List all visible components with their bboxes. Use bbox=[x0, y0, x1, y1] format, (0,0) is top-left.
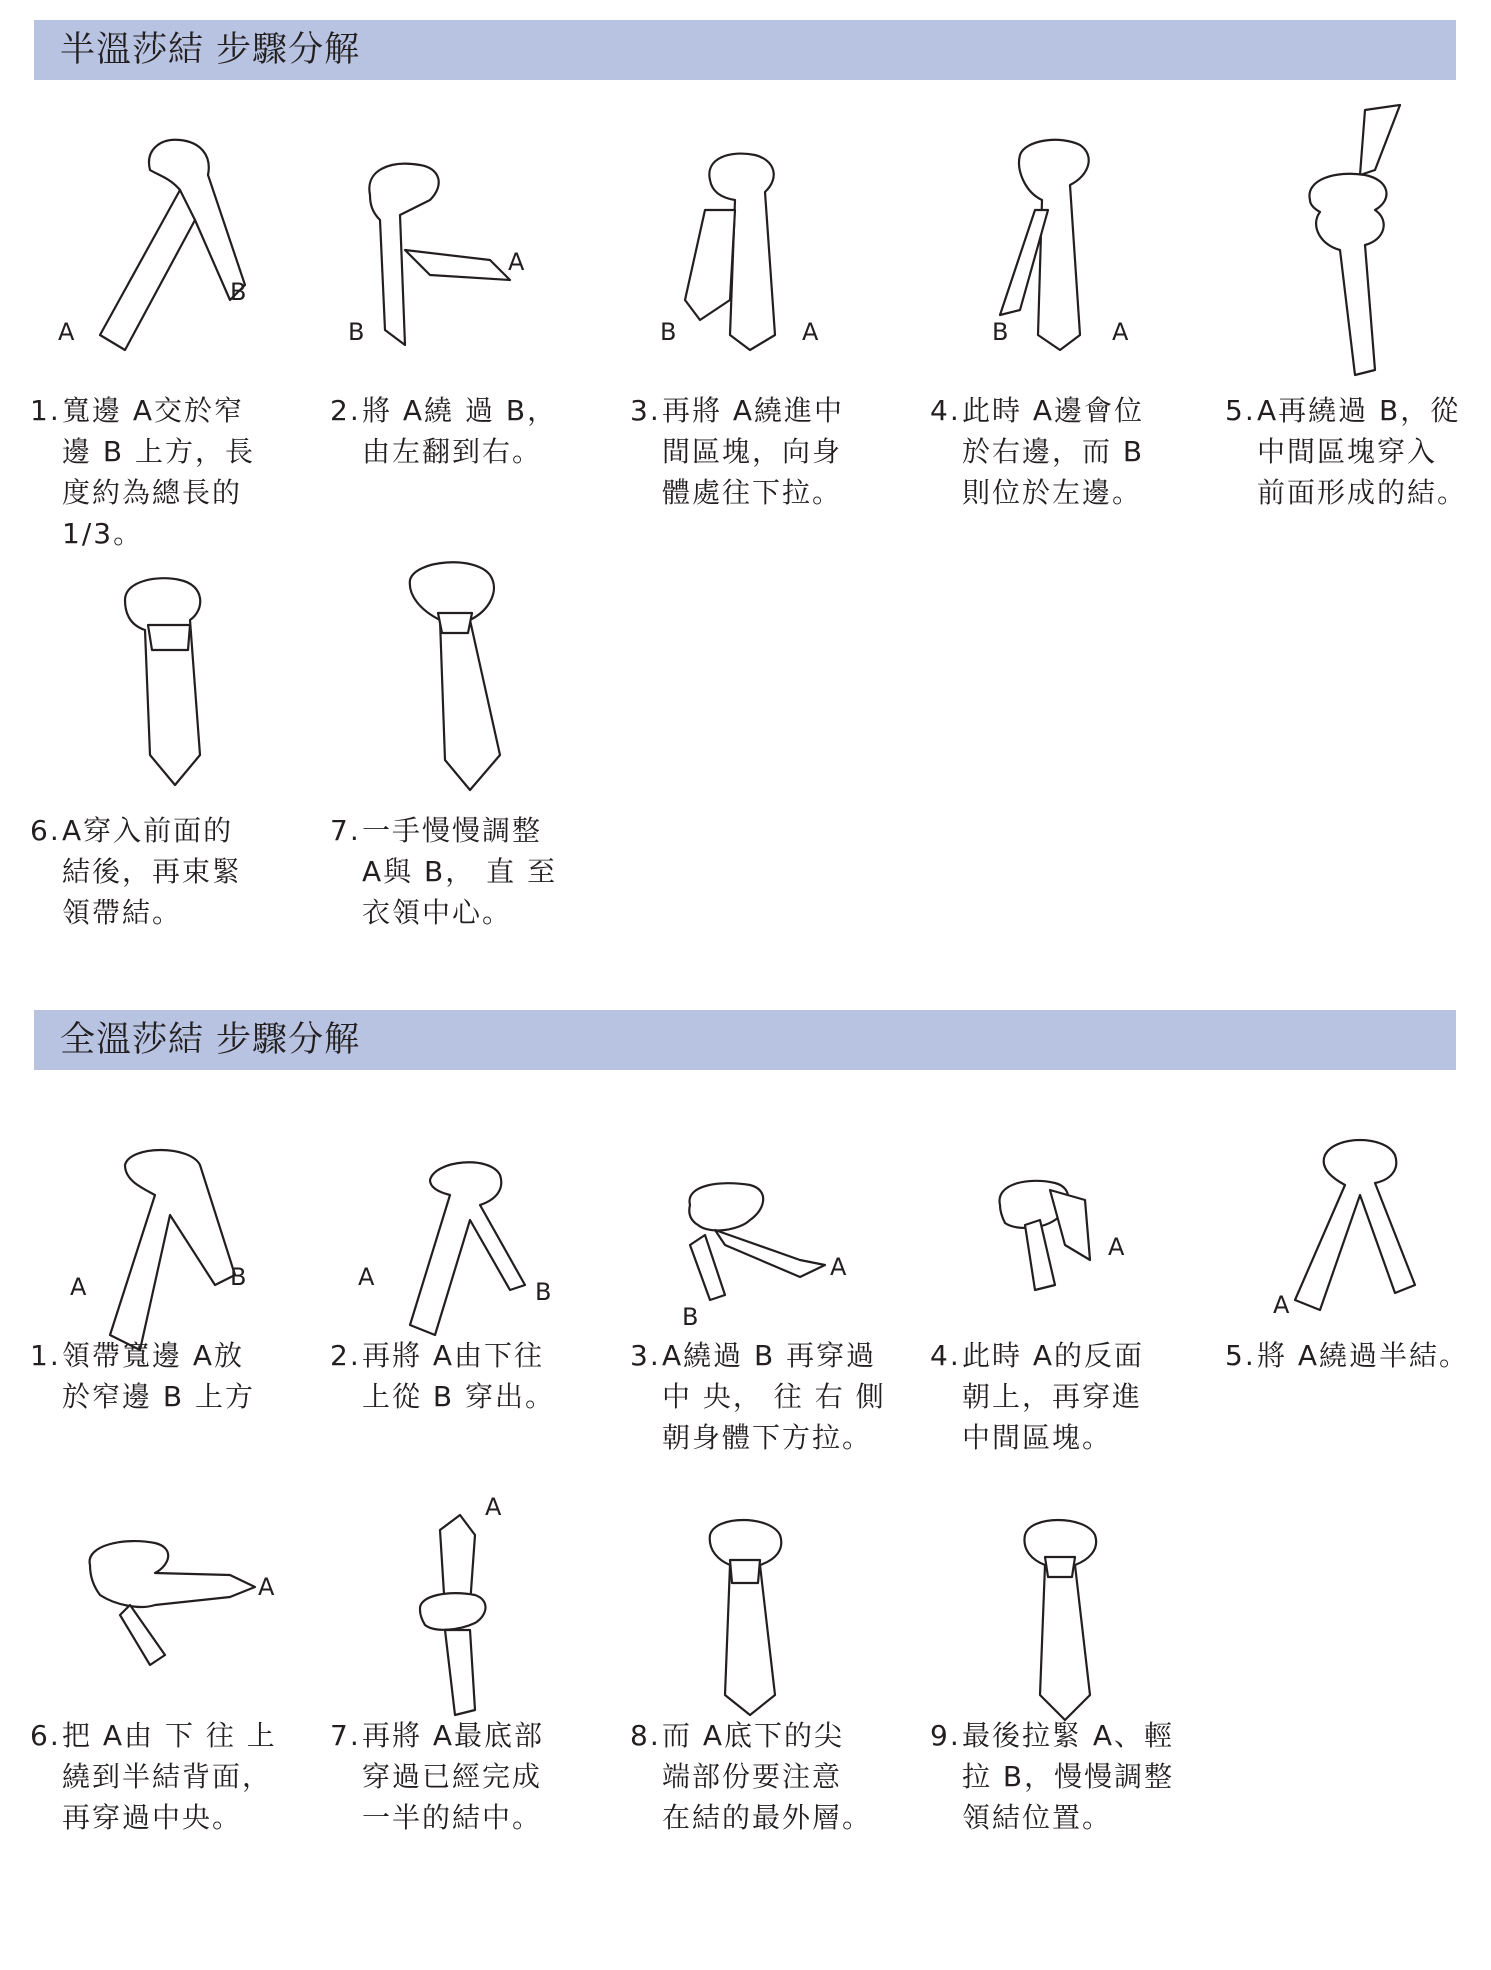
step-caption: 1. 寬邊 A交於窄 邊 B 上方，長 度約為總長的 1/3。 bbox=[30, 394, 256, 550]
label-a: A bbox=[508, 248, 525, 276]
step-caption: 5. A再繞過 B，從 中間區塊穿入 前面形成的結。 bbox=[1225, 394, 1468, 509]
step-caption: 7. 再將 A最底部 穿過已經完成 一半的結中。 bbox=[330, 1719, 545, 1834]
label-b: B bbox=[230, 278, 247, 306]
label-a: A bbox=[58, 318, 75, 346]
label-a: A bbox=[830, 1253, 847, 1281]
label-a: A bbox=[802, 318, 819, 346]
tie-illustration bbox=[30, 540, 330, 800]
tie-illustration bbox=[30, 100, 330, 360]
label-b: B bbox=[230, 1263, 247, 1291]
section-title: 全溫莎結 步驟分解 bbox=[60, 1020, 361, 1060]
step-caption: 2. 再將 A由下往 上從 B 穿出。 bbox=[330, 1339, 556, 1413]
label-a: A bbox=[358, 1263, 375, 1291]
label-a: A bbox=[1273, 1291, 1290, 1319]
step-caption: 9. 最後拉緊 A、輕 拉 B，慢慢調整 領結位置。 bbox=[930, 1719, 1175, 1834]
section-header-full-windsor bbox=[34, 1010, 1456, 1070]
tie-illustration bbox=[630, 100, 930, 360]
label-a: A bbox=[258, 1573, 275, 1601]
label-a: A bbox=[1112, 318, 1129, 346]
label-b: B bbox=[660, 318, 677, 346]
section-header-half-windsor bbox=[34, 20, 1456, 80]
step-caption: 5. 將 A繞過半結。 bbox=[1225, 1339, 1470, 1372]
step-caption: 6. 把 A由 下 往 上 繞到半結背面， 再穿過中央。 bbox=[30, 1719, 277, 1834]
step-caption: 4. 此時 A邊會位 於右邊，而 B 則位於左邊。 bbox=[930, 394, 1145, 509]
label-b: B bbox=[535, 1278, 552, 1306]
label-a: A bbox=[70, 1273, 87, 1301]
step-caption: 3. 再將 A繞進中 間區塊，向身 體處往下拉。 bbox=[630, 394, 845, 509]
tie-illustration bbox=[330, 540, 630, 800]
section-title: 半溫莎結 步驟分解 bbox=[60, 30, 361, 70]
step-caption: 8. 而 A底下的尖 端部份要注意 在結的最外層。 bbox=[630, 1719, 873, 1834]
label-b: B bbox=[682, 1303, 699, 1331]
label-a: A bbox=[1108, 1233, 1125, 1261]
tie-illustration bbox=[1225, 100, 1491, 360]
step-caption: 6. A穿入前面的 結後，再束緊 領帶結。 bbox=[30, 814, 243, 929]
label-b: B bbox=[992, 318, 1009, 346]
step-caption: 4. 此時 A的反面 朝上，再穿進 中間區塊。 bbox=[930, 1339, 1145, 1454]
tie-illustration bbox=[330, 100, 630, 360]
step-caption: 2. 將 A繞 過 B， 由左翻到右。 bbox=[330, 394, 558, 468]
label-b: B bbox=[348, 318, 365, 346]
step-caption: 3. A繞過 B 再穿過 中 央， 往 右 側 朝身體下方拉。 bbox=[630, 1339, 886, 1454]
tie-illustration bbox=[930, 100, 1230, 360]
step-caption: 1. 領帶寬邊 A放 於窄邊 B 上方 bbox=[30, 1339, 256, 1413]
label-a: A bbox=[485, 1493, 502, 1521]
step-caption: 7. 一手慢慢調整 A與 B， 直 至 衣領中心。 bbox=[330, 814, 558, 929]
